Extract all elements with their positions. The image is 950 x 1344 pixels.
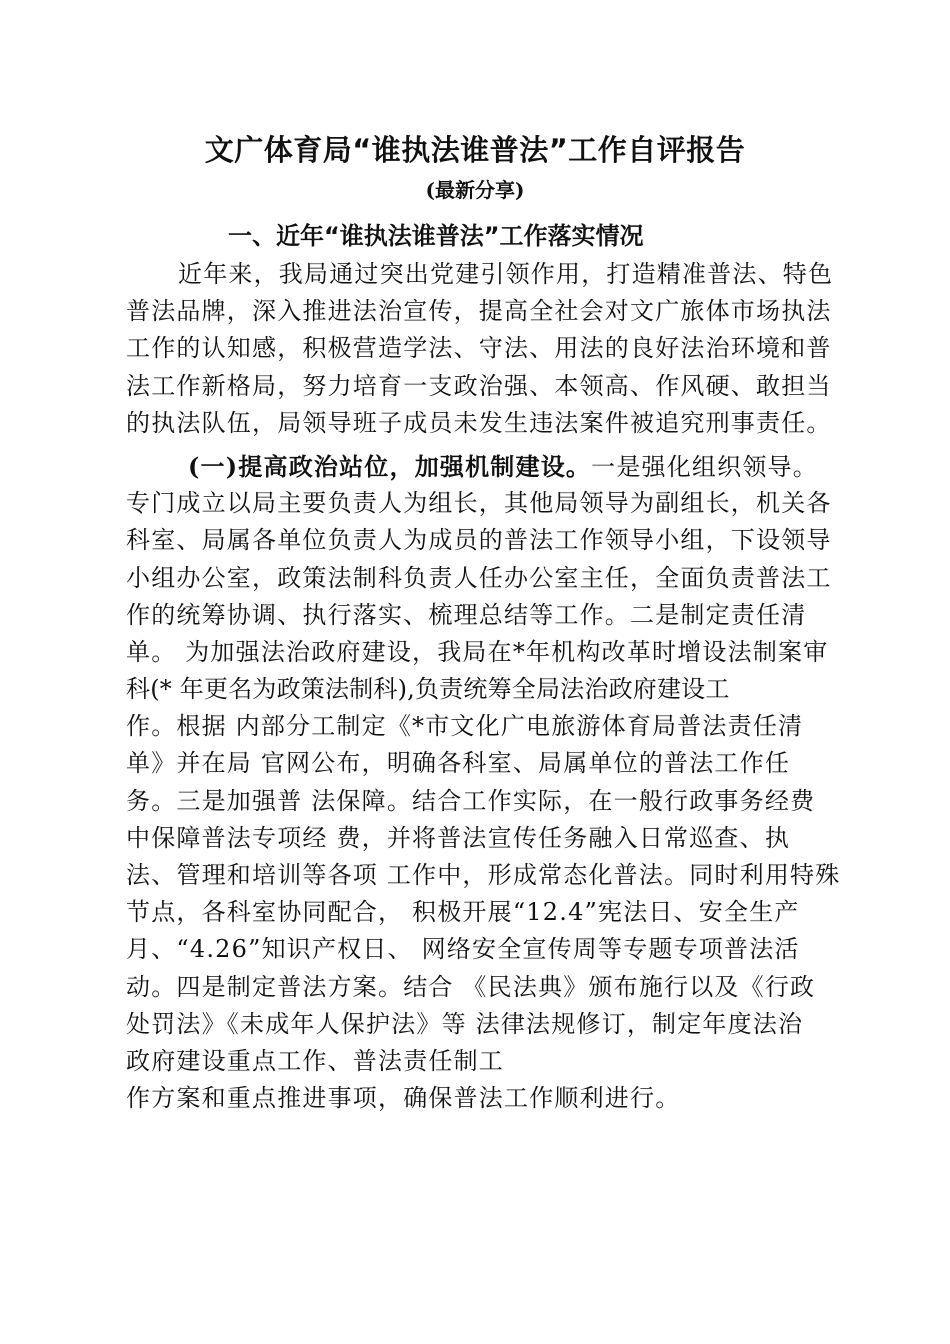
section-heading: 一、近年“谁执法谁普法”工作落实情况 bbox=[228, 222, 644, 250]
paragraph-2-line: 单。 为加强法治政府建设，我局在*年机构改革时增设法制案审 bbox=[126, 637, 829, 666]
body-text bbox=[126, 256, 846, 1117]
paragraph-2-line: 作。根据 内部分工制定《*市文化广电旅游体育局普法责任清 bbox=[126, 712, 804, 741]
paragraph-2-lead-rest: 一是强化组织领导。 bbox=[591, 452, 818, 481]
paragraph-2-line: 专门成立以局主要负责人为组长，其他局领导为副组长，机关各 bbox=[126, 489, 832, 518]
paragraph-1-line: 近年来，我局通过突出党建引领作用，打造精准普法、特色 bbox=[178, 260, 834, 288]
paragraph-2-line: 作方案和重点推进事项，确保普法工作顺利进行。 bbox=[126, 1084, 681, 1113]
paragraph-2-line: 动。四是制定普法方案。结合 《民法典》颁布施行以及《行政 bbox=[126, 972, 816, 1001]
paragraph-2-lead bbox=[126, 448, 846, 485]
paragraph-2-lead-bold: (一)提高政治站位，加强机制建设。 bbox=[188, 451, 592, 481]
paragraph-1-line: 的执法队伍，局领导班子成员未发生违法案件被追究刑事责任。 bbox=[126, 408, 832, 437]
paragraph-2-line: 务。三是加强普 法保障。结合工作实际，在一般行政事务经费 bbox=[126, 786, 816, 815]
paragraph-2-line: 法、管理和培训等各项 工作中，形成常态化普法。同时利用特殊 bbox=[126, 861, 841, 889]
paragraph-2-line: 科(* 年更名为政策法制科),负责统筹全局法治政府建设工 bbox=[126, 675, 730, 704]
paragraph-2-line: 处罚法》《未成年人保护法》等 法律法规修订，制定年度法治 bbox=[126, 1009, 804, 1038]
paragraph-2-line: 月、“4.26”知识产权日、 网络安全宣传周等专题专项普法活 bbox=[126, 935, 800, 964]
paragraph-2-line: 单》并在局 官网公布，明确各科室、局属单位的普法工作任 bbox=[126, 749, 791, 778]
document-subtitle: (最新分享) bbox=[425, 178, 525, 202]
paragraph-2-line: 中保障普法专项经 费，并将普法宣传任务融入日常巡查、执 bbox=[126, 823, 791, 852]
paragraph-2-line: 小组办公室，政策法制科负责人任办公室主任，全面负责普法工 bbox=[126, 563, 832, 592]
document-title: 文广体育局“谁执法谁普法”工作自评报告 bbox=[204, 133, 746, 167]
paragraph-2-line: 政府建设重点工作、普法责任制工 bbox=[126, 1046, 504, 1075]
paragraph-1-line: 普法品牌，深入推进法治宣传，提高全社会对文广旅体市场执法 bbox=[126, 297, 832, 326]
paragraph-2-line: 作的统筹协调、执行落实、梳理总结等工作。二是制定责任清 bbox=[126, 600, 807, 629]
paragraph-1-line: 法工作新格局，努力培育一支政治强、本领高、作风硬、敢担当 bbox=[126, 371, 832, 400]
paragraph-2-line: 节点，各科室协同配合， 积极开展“12.4”宪法日、安全生产 bbox=[126, 898, 800, 927]
paragraph-2-line: 科室、局属各单位负责人为成员的普法工作领导小组，下设领导 bbox=[126, 526, 832, 555]
paragraph-1-line: 工作的认知感，积极营造学法、守法、用法的良好法治环境和普 bbox=[126, 334, 832, 363]
